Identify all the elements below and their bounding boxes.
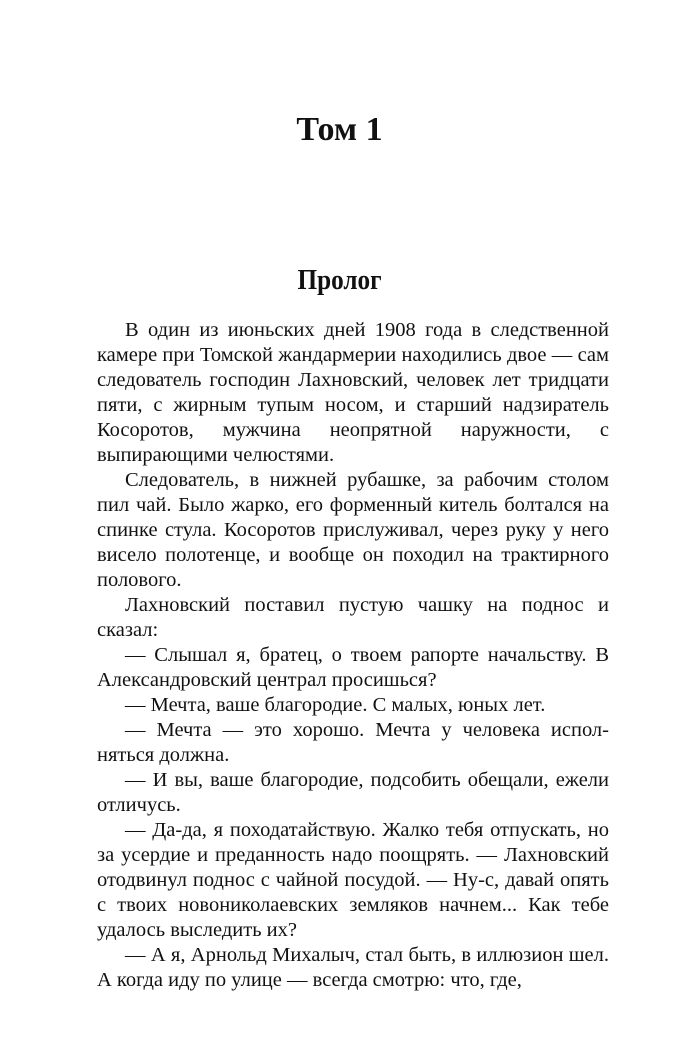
volume-title: Том 1 bbox=[296, 111, 383, 148]
dialogue-line: — Мечта — это хорошо. Мечта у человека исполняться должна. bbox=[97, 719, 609, 766]
dialogue-line: — Да-да, я походатайствую. Жалко тебя отпускать, но за усердие и преданность надо поощрять. — Лахновский отодвинул поднос с чайной посудой. — Ну-с, давай опять с твоих новониколаевских земляков начнем... Как тебе удалось выследить их? bbox=[97, 819, 609, 941]
paragraph: Лахновский поставил пустую чашку на поднос и сказал: bbox=[97, 594, 609, 641]
dialogue-line: — И вы, ваше благородие, подсобить обещали, ежели отличусь. bbox=[97, 769, 609, 816]
paragraph: В один из июньских дней 1908 года в следственной камере при Томской жандармерии находились двое — сам следователь господин Лахновский, человек лет тридцати пяти, с жирным тупым носом, и старший надзиратель Косоротов, мужчина неопрятной наружности, с выпирающими челюстями. bbox=[97, 319, 609, 466]
paragraph: Следователь, в нижней рубашке, за рабочим столом пил чай. Было жарко, его форменный китель болтался на спинке стула. Косоротов прислуживал, через руку у него висело полотенце, и вообще он походил на трактирного полового. bbox=[97, 469, 609, 591]
dialogue-line: — Слышал я, братец, о твоем рапорте начальству. В Александровский централ просишься? bbox=[97, 644, 609, 691]
dialogue-line: — А я, Арнольд Михалыч, стал быть, в иллюзион шел. А когда иду по улице — всегда смотрю: что, где, bbox=[97, 944, 609, 991]
body-text bbox=[97, 318, 609, 993]
chapter-title: Пролог bbox=[297, 265, 382, 296]
dialogue-line: — Мечта, ваше благородие. С малых, юных лет. bbox=[125, 694, 546, 716]
